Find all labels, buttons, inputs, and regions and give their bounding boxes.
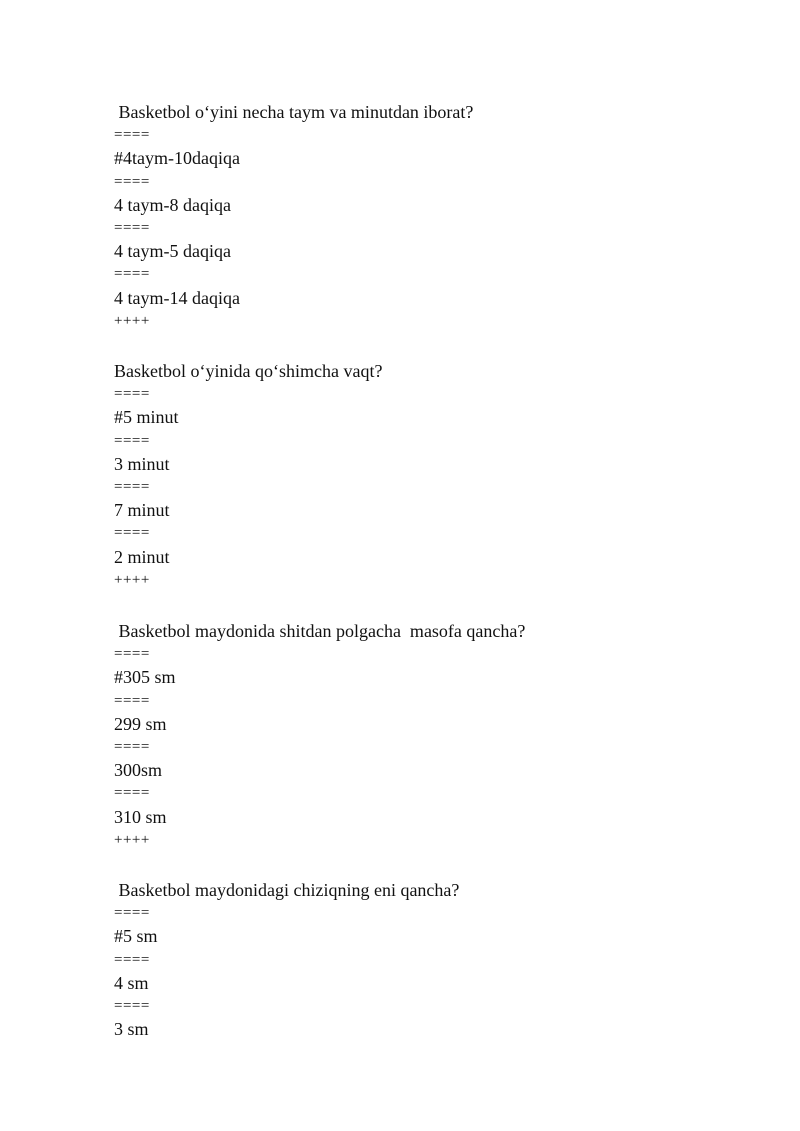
question-block-2	[114, 360, 754, 592]
option-separator: ====	[114, 386, 150, 403]
option-separator: ====	[114, 266, 150, 283]
option-separator: ====	[114, 173, 150, 190]
option-separator: ====	[114, 738, 150, 755]
option-separator: ====	[114, 646, 150, 663]
option: 4 taym-8 daqiqa	[114, 194, 231, 215]
question-block-1	[114, 101, 754, 333]
question-end-marker: ++++	[114, 312, 150, 329]
question-text: Basketbol maydonida shitdan polgacha masofa qancha?	[114, 621, 526, 641]
option: 4 taym-14 daqiqa	[114, 287, 240, 308]
question-text: Basketbol o‘yinida qo‘shimcha vaqt?	[114, 361, 383, 381]
option-separator: ====	[114, 525, 150, 542]
option: 299 sm	[114, 713, 167, 734]
option: 4 sm	[114, 972, 149, 993]
option-separator: ====	[114, 692, 150, 709]
option-correct: #305 sm	[114, 667, 176, 688]
question-block-4	[114, 879, 754, 1041]
option-separator: ====	[114, 997, 150, 1014]
question-block-3	[114, 620, 754, 852]
option-separator: ====	[114, 219, 150, 236]
option: 7 minut	[114, 500, 170, 521]
option: 4 taym-5 daqiqa	[114, 241, 231, 262]
option-correct: #5 sm	[114, 926, 158, 947]
question-text: Basketbol maydonidagi chiziqning eni qancha?	[114, 880, 460, 900]
option-separator: ====	[114, 432, 150, 449]
option-correct: #5 minut	[114, 407, 179, 428]
option: 300sm	[114, 760, 163, 781]
option-separator: ====	[114, 785, 150, 802]
option-separator: ====	[114, 905, 150, 922]
option-correct: #4taym-10daqiqa	[114, 148, 240, 169]
option: 310 sm	[114, 806, 167, 827]
option: 3 sm	[114, 1019, 149, 1040]
option: 3 minut	[114, 453, 170, 474]
option-separator: ====	[114, 127, 150, 144]
option-separator: ====	[114, 478, 150, 495]
question-end-marker: ++++	[114, 831, 150, 848]
question-text: Basketbol o‘yini necha taym va minutdan iborat?	[114, 102, 474, 122]
option: 2 minut	[114, 546, 170, 567]
option-separator: ====	[114, 951, 150, 968]
question-end-marker: ++++	[114, 571, 150, 588]
